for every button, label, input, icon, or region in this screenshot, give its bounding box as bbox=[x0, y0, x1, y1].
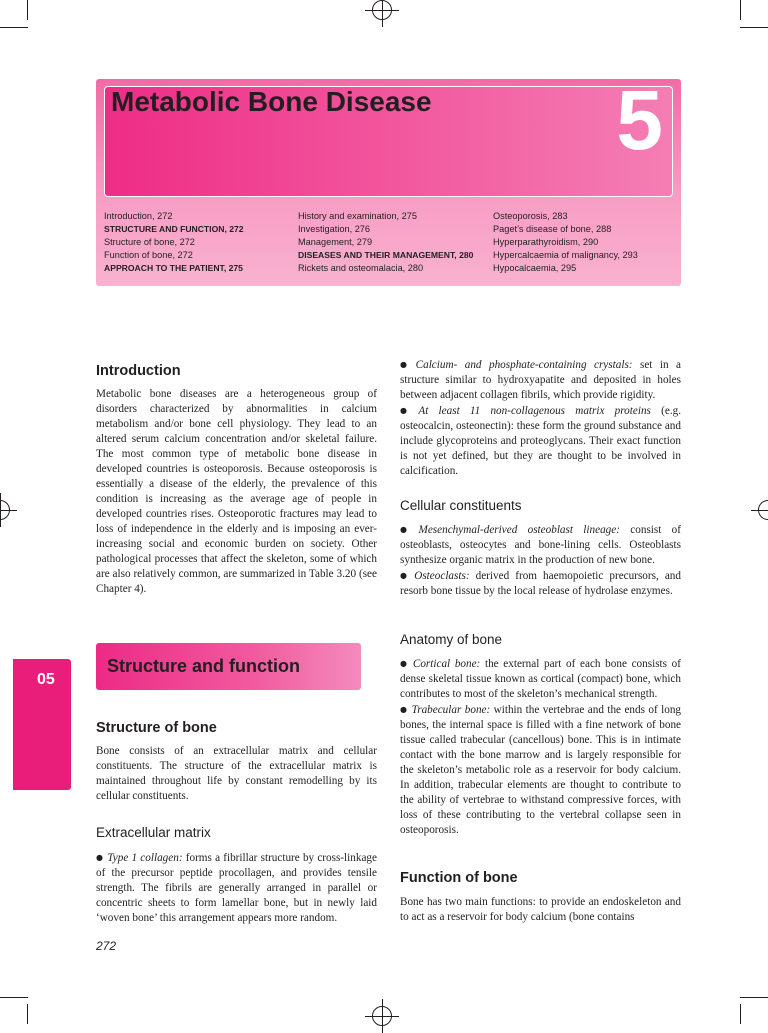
toc-item[interactable]: History and examination, 275 bbox=[298, 211, 417, 221]
bullet-icon: ● bbox=[400, 571, 411, 580]
toc-item[interactable]: Structure of bone, 272 bbox=[104, 237, 195, 247]
bullet-lead: Mesenchymal-derived osteoblast lineage: bbox=[418, 524, 620, 536]
crop-mark bbox=[740, 27, 768, 28]
crop-mark bbox=[740, 0, 741, 20]
bullet-icon: ● bbox=[400, 360, 412, 369]
function-paragraph bbox=[400, 895, 681, 925]
toc-item[interactable]: APPROACH TO THE PATIENT, 275 bbox=[104, 263, 243, 273]
page-number: 272 bbox=[96, 939, 117, 953]
body-text: Bone consists of an extracellular matrix and cellular constituents. The structure of the extracellular matrix is maintained throughout life by constant remodelling by its cellular constituents. bbox=[96, 745, 377, 802]
body-text: (e.g. osteocalcin, osteonectin): these form the ground substance and include glycoproteins and proteoglycans. Their exact function is not yet defined, but they are thought to be involved in calcification. bbox=[400, 405, 682, 477]
toc-item[interactable]: Investigation, 276 bbox=[298, 224, 371, 234]
anatomy-bullets bbox=[400, 656, 681, 838]
section-banner-label: Structure and function bbox=[107, 656, 300, 676]
toc-item[interactable]: Osteoporosis, 283 bbox=[493, 211, 568, 221]
bullet-icon: ● bbox=[400, 705, 408, 714]
bullet-icon: ● bbox=[400, 525, 415, 534]
toc-item[interactable]: Hyperparathyroidism, 290 bbox=[493, 237, 599, 247]
intro-paragraph bbox=[96, 387, 377, 597]
bullet-lead: At least 11 non-collagenous matrix proteins bbox=[418, 405, 651, 417]
toc-item[interactable]: Hypocalcaemia, 295 bbox=[493, 263, 577, 273]
toc-item[interactable]: Management, 279 bbox=[298, 237, 373, 247]
toc-item[interactable]: Function of bone, 272 bbox=[104, 250, 193, 260]
body-text: set in a structure similar to hydroxyapatite and deposited in holes between adjacent collagen fibrils, which provide rigidity. bbox=[400, 359, 681, 401]
matrix-bullets bbox=[400, 357, 681, 479]
crop-mark bbox=[27, 1004, 28, 1024]
toc-item[interactable]: Paget’s disease of bone, 288 bbox=[493, 224, 612, 234]
section-heading: Function of bone bbox=[400, 870, 518, 886]
toc-item[interactable]: DISEASES AND THEIR MANAGEMENT, 280 bbox=[298, 250, 474, 260]
bullet-icon: ● bbox=[400, 659, 409, 668]
crop-mark bbox=[0, 997, 28, 998]
registration-mark-icon bbox=[372, 1006, 392, 1026]
body-text: derived from haemopoietic precursors, and resorb bone tissue by the local release of hydrolase enzymes. bbox=[400, 570, 681, 597]
structure-paragraph bbox=[96, 744, 377, 804]
section-heading: Structure of bone bbox=[96, 720, 217, 736]
subsection-heading: Cellular constituents bbox=[400, 498, 522, 513]
toc-column-3 bbox=[493, 210, 638, 275]
toc-item[interactable]: Hypercalcaemia of malignancy, 293 bbox=[493, 250, 638, 260]
side-tab-label: 05 bbox=[37, 671, 55, 688]
body-text: Bone has two main functions: to provide an endoskeleton and to act as a reservoir for body calcium (bone contains bbox=[400, 896, 681, 923]
registration-mark-icon bbox=[0, 500, 10, 520]
toc-item[interactable]: STRUCTURE AND FUNCTION, 272 bbox=[104, 224, 244, 234]
bullet-lead: Osteoclasts: bbox=[414, 570, 470, 582]
toc-column-1 bbox=[104, 210, 244, 275]
chapter-side-tab bbox=[13, 659, 71, 790]
registration-mark-icon bbox=[758, 500, 768, 520]
subsection-heading: Anatomy of bone bbox=[400, 632, 503, 647]
body-text: forms a fibrillar structure by cross-linkage of the precursor peptide procollagen, and provides tensile strength. The fibrils are generally arranged in parallel or concentric sheets to form lamellar bone, but in newly laid ‘woven bone’ this arrangement appears more random. bbox=[96, 852, 377, 924]
body-text: within the vertebrae and the ends of long bones, the internal space is filled with a fine network of bone tissue called trabecular (cancellous) bone. This is in intimate contact with the bone marrow and is largely responsible for the skeleton’s metabolic role as a reservoir for body calcium. In addition, trabecular elements are thought to contribute to the ability of vertebrae to withstand compressive forces, with loss of these contributing to the vertebral collapse seen in osteoporosis. bbox=[400, 704, 682, 836]
bullet-icon: ● bbox=[96, 853, 104, 862]
body-text: the external part of each bone consists of dense skeletal tissue known as cortical (compact) bone, which contributes to most of the skeleton’s mechanical strength. bbox=[400, 658, 681, 700]
bullet-lead: Type 1 collagen: bbox=[107, 852, 183, 864]
bullet-lead: Trabecular bone: bbox=[411, 704, 491, 716]
cellular-bullets bbox=[400, 522, 681, 599]
toc-item[interactable]: Rickets and osteomalacia, 280 bbox=[298, 263, 424, 273]
registration-mark-icon bbox=[372, 0, 392, 20]
chapter-number: 5 bbox=[616, 73, 663, 167]
bullet-icon: ● bbox=[400, 406, 415, 415]
crop-mark bbox=[740, 1004, 741, 1024]
body-text: consist of osteoblasts, osteocytes and bone-lining cells. Osteoblasts synthesize organic matrix in the production of new bone. bbox=[400, 524, 682, 566]
toc-column-2 bbox=[298, 210, 473, 275]
bullet-lead: Cortical bone: bbox=[412, 658, 481, 670]
bullet-lead: Calcium- and phosphate-containing crystals: bbox=[415, 359, 633, 371]
crop-mark bbox=[740, 997, 768, 998]
chapter-title: Metabolic Bone Disease bbox=[111, 86, 432, 117]
toc-item[interactable]: Introduction, 272 bbox=[104, 211, 173, 221]
section-heading: Introduction bbox=[96, 363, 181, 379]
ecm-bullet bbox=[96, 850, 377, 926]
crop-mark bbox=[27, 0, 28, 20]
section-banner bbox=[96, 643, 361, 690]
crop-mark bbox=[0, 27, 28, 28]
subsection-heading: Extracellular matrix bbox=[96, 825, 211, 840]
body-text: Metabolic bone diseases are a heterogeneous group of disorders characterized by abnormalities in calcium metabolism and/or bone cell physiology. They lead to an altered serum calcium concentration and/or skeletal failure. The most common type of metabolic bone disease in developed countries is osteoporosis. Because osteoporosis is essentially a disease of the elderly, the prevalence of this condition is increasing as the average age of people in developed countries rises. Osteoporotic fractures may lead to loss of independence in the elderly and is imposing an ever-increasing social and economic burden on society. Other pathological processes that affect the skeleton, some of which are also relatively common, are summarized in Table 3.20 (see Chapter 4). bbox=[96, 388, 377, 595]
